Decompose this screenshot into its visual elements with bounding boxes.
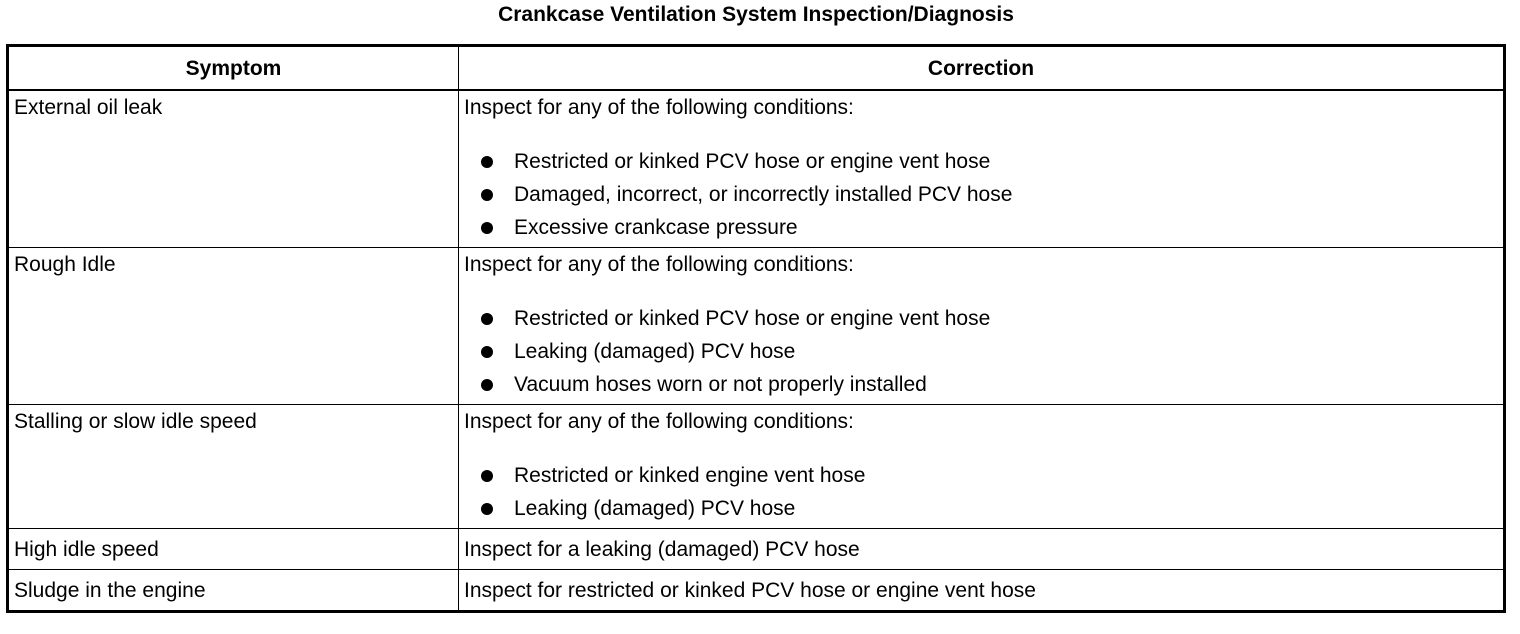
symptom-cell	[8, 570, 459, 612]
list-item	[464, 492, 1503, 525]
bullet-icon	[481, 222, 493, 234]
condition-text: Restricted or kinked engine vent hose	[514, 464, 866, 487]
condition-text: Restricted or kinked PCV hose or engine vent hose	[514, 150, 991, 173]
condition-list	[464, 459, 1503, 525]
header-row	[8, 46, 1505, 91]
bullet-icon	[481, 503, 493, 515]
condition-text: Leaking (damaged) PCV hose	[514, 340, 796, 363]
bullet-icon	[481, 346, 493, 358]
condition-text: Excessive crankcase pressure	[514, 216, 798, 239]
diagnosis-table	[6, 44, 1506, 613]
list-item	[464, 368, 1503, 401]
correction-cell	[459, 248, 1505, 405]
table-row	[8, 570, 1505, 612]
list-item	[464, 145, 1503, 178]
correction-lead: Inspect for any of the following conditions:	[464, 410, 854, 433]
table-row	[8, 405, 1505, 529]
symptom-cell: Rough Idle	[8, 248, 459, 405]
condition-text: Vacuum hoses worn or not properly installed	[514, 373, 927, 396]
list-item	[464, 335, 1503, 368]
condition-list	[464, 302, 1503, 401]
condition-text: Damaged, incorrect, or incorrectly installed PCV hose	[514, 183, 1013, 206]
symptom-cell: External oil leak	[8, 90, 459, 248]
correction-lead: Inspect for restricted or kinked PCV hose or engine vent hose	[464, 578, 1036, 602]
correction-lead: Inspect for any of the following conditions:	[464, 253, 854, 276]
condition-text: Leaking (damaged) PCV hose	[514, 497, 796, 520]
table-row	[8, 529, 1505, 570]
correction-lead: Inspect for any of the following conditions:	[464, 96, 854, 119]
bullet-icon	[481, 470, 493, 482]
table-title: Crankcase Ventilation System Inspection/Diagnosis	[498, 3, 1014, 26]
list-item	[464, 302, 1503, 335]
correction-cell	[459, 405, 1505, 529]
symptom-cell: Stalling or slow idle speed	[8, 405, 459, 529]
condition-text: Restricted or kinked PCV hose or engine vent hose	[514, 307, 991, 330]
correction-cell	[459, 90, 1505, 248]
header-symptom: Symptom	[8, 46, 459, 91]
table-row	[8, 90, 1505, 248]
condition-list	[464, 145, 1503, 244]
correction-lead: Inspect for a leaking (damaged) PCV hose	[464, 537, 860, 561]
symptom-text: Sludge in the engine	[14, 578, 206, 602]
symptom-text: High idle speed	[14, 537, 159, 561]
table-row	[8, 248, 1505, 405]
correction-cell	[459, 570, 1505, 612]
list-item	[464, 459, 1503, 492]
bullet-icon	[481, 379, 493, 391]
bullet-icon	[481, 189, 493, 201]
list-item	[464, 211, 1503, 244]
correction-cell	[459, 529, 1505, 570]
symptom-cell	[8, 529, 459, 570]
list-item	[464, 178, 1503, 211]
header-correction: Correction	[459, 46, 1505, 91]
bullet-icon	[481, 313, 493, 325]
bullet-icon	[481, 156, 493, 168]
